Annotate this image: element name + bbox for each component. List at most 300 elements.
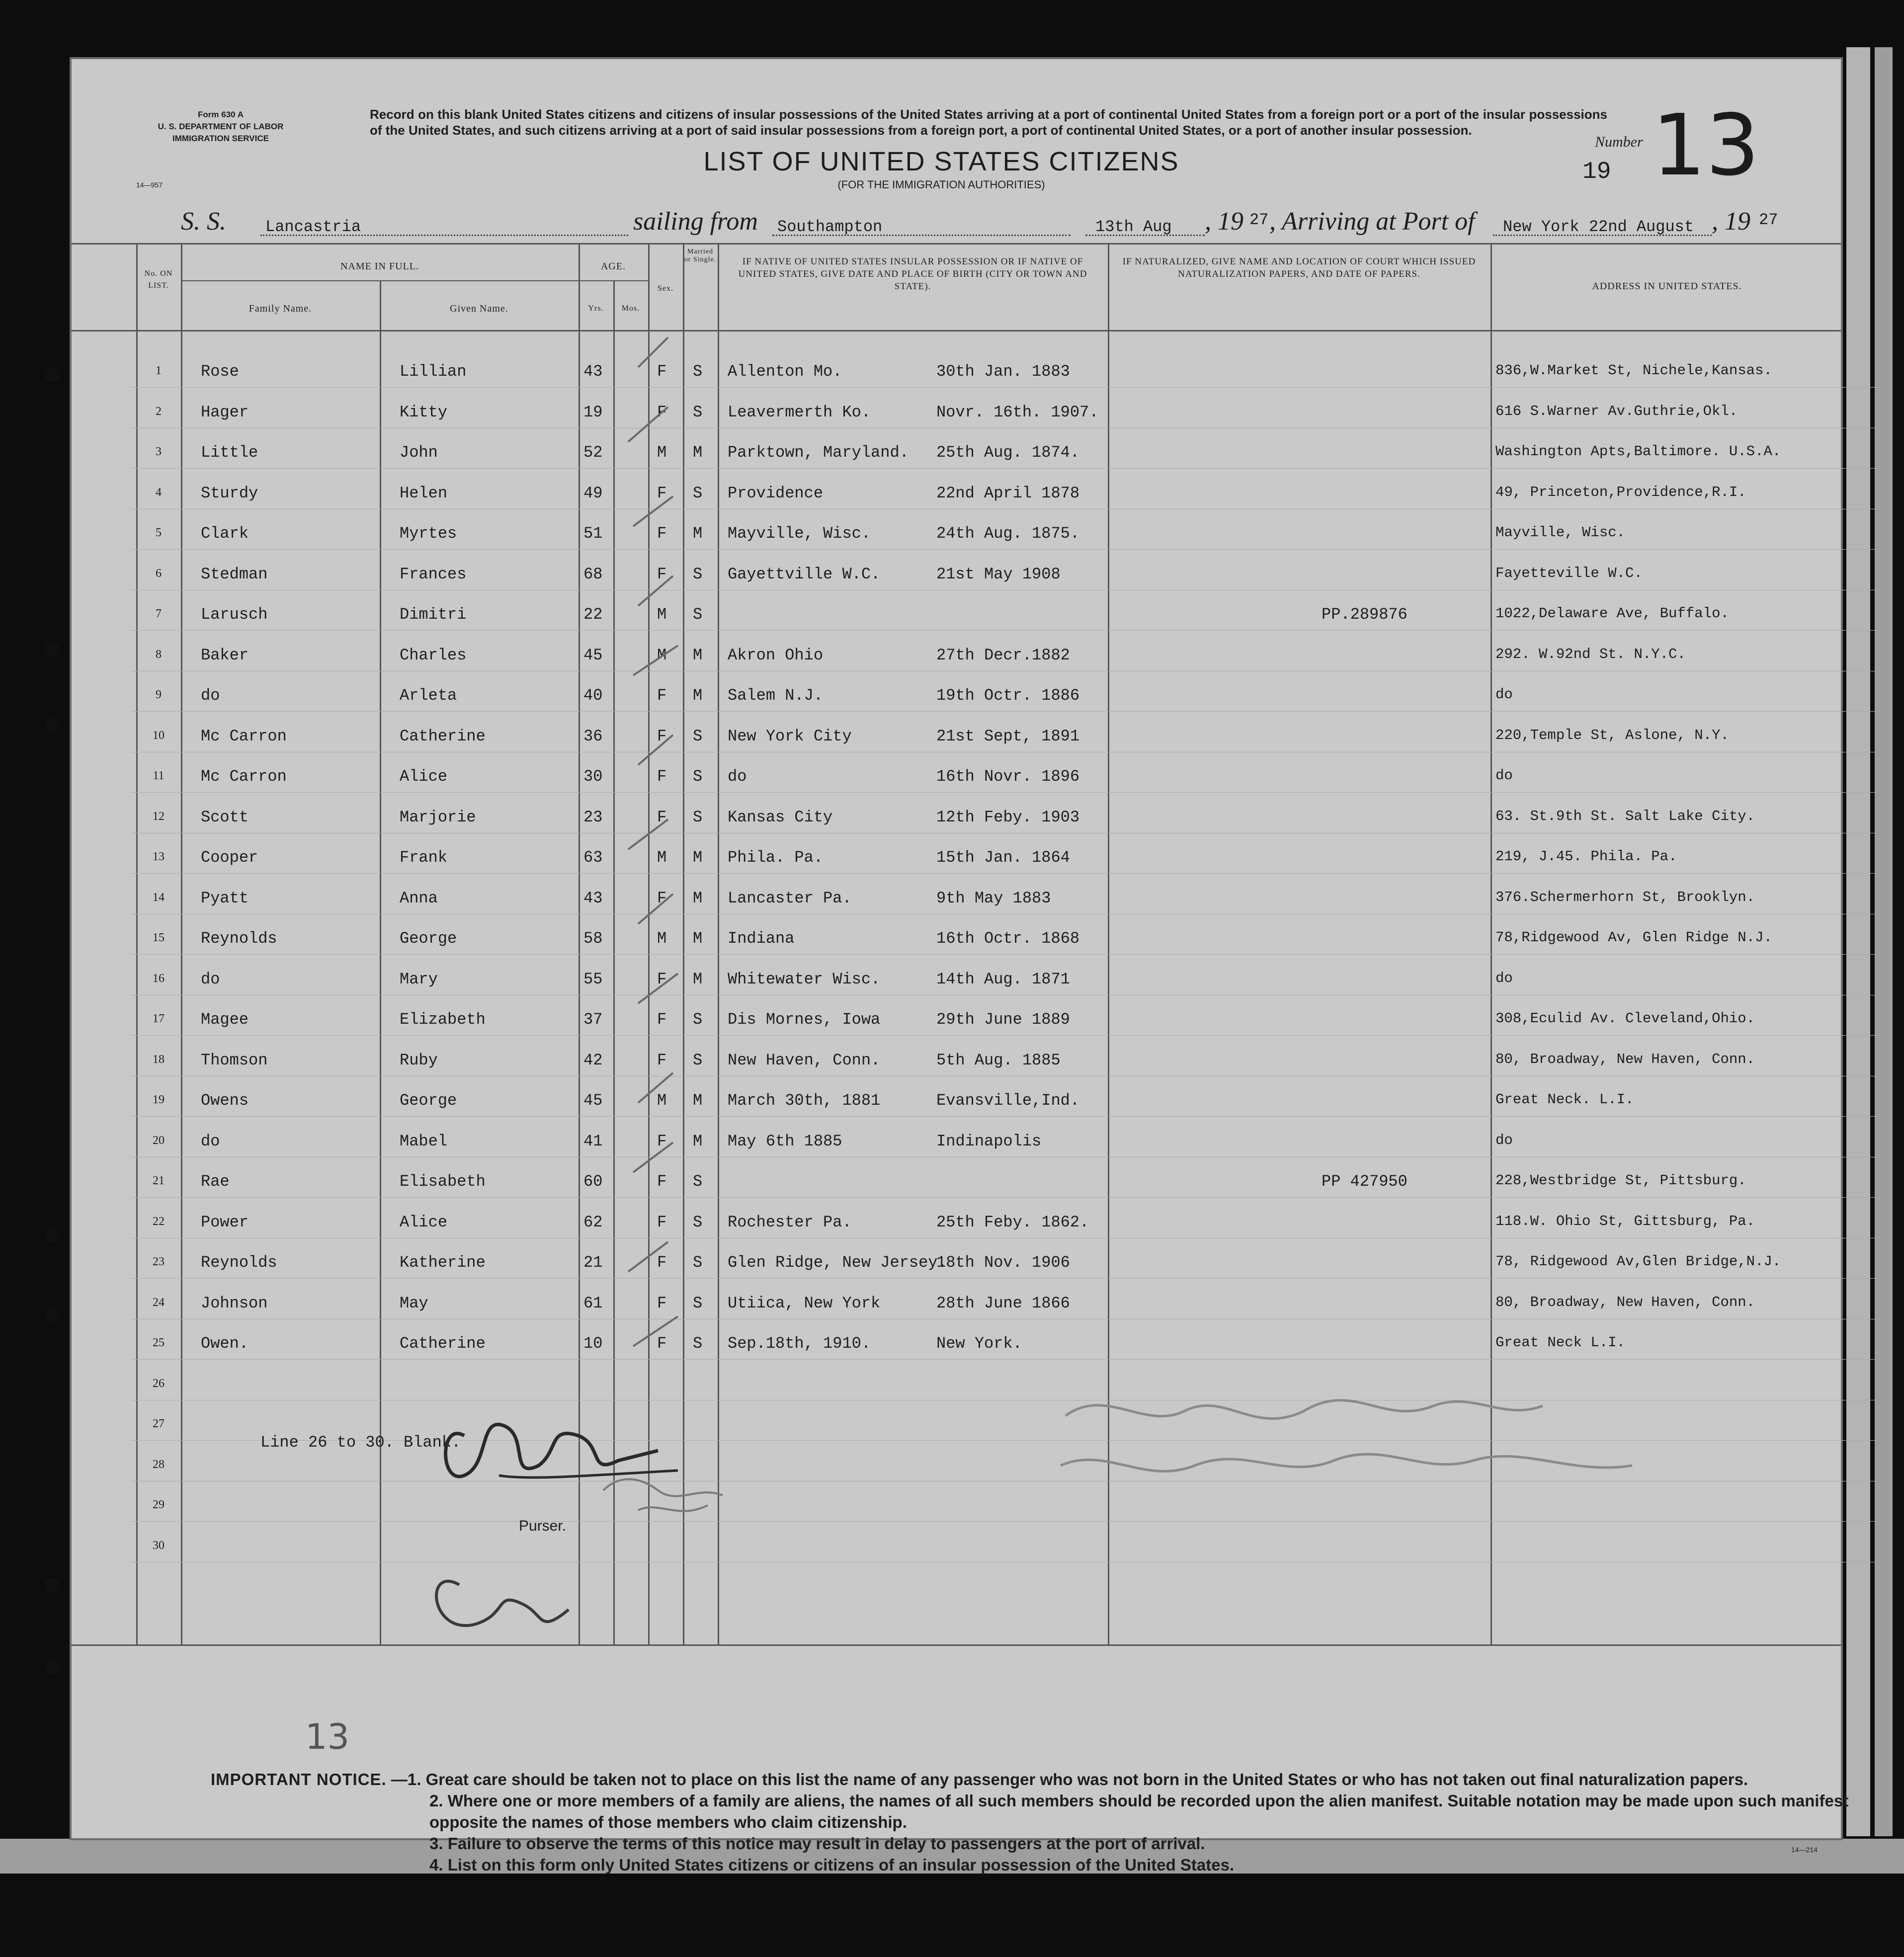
cell-addr: Mayville, Wisc. xyxy=(1495,524,1626,541)
form-number: Form 630 A xyxy=(198,110,244,119)
cell-ms: M xyxy=(693,889,703,907)
cell-sex: F xyxy=(657,727,667,745)
cell-family: Larusch xyxy=(201,605,268,624)
notice-code: 14—214 xyxy=(1791,1846,1818,1854)
header-family-name: Family Name. xyxy=(248,303,312,314)
cell-place: Utiica, New York xyxy=(728,1294,881,1312)
cell-family: Pyatt xyxy=(201,889,249,907)
cell-addr: 376.Schermerhorn St, Brooklyn. xyxy=(1495,889,1755,905)
cell-sex: M xyxy=(657,646,667,664)
cell-given: Lillian xyxy=(400,362,467,381)
cell-given: Charles xyxy=(400,646,467,664)
line-number: 4 xyxy=(156,486,162,499)
cell-family: Cooper xyxy=(201,848,258,867)
cell-given: Catherine xyxy=(400,727,486,745)
cell-family: Sturdy xyxy=(201,484,258,502)
cell-sex: M xyxy=(657,1091,667,1110)
cell-age: 36 xyxy=(583,727,603,745)
binder-hole xyxy=(45,1227,60,1242)
cell-given: George xyxy=(400,929,457,948)
cell-family: do xyxy=(201,970,220,988)
cell-place: Providence xyxy=(728,484,824,502)
cell-sex: M xyxy=(657,929,667,948)
header-mos: Mos. xyxy=(621,304,640,313)
cell-sex: F xyxy=(657,1253,667,1272)
header-sex: Sex. xyxy=(658,284,673,293)
ship-name: Lancastria xyxy=(265,218,361,236)
cell-date: 15th Jan. 1864 xyxy=(936,848,1070,867)
cell-age: 60 xyxy=(583,1172,603,1191)
cell-ms: M xyxy=(693,646,703,664)
cell-age: 43 xyxy=(583,362,603,381)
line-number-empty: 30 xyxy=(153,1539,165,1552)
cell-sex: F xyxy=(657,1294,667,1312)
cell-age: 68 xyxy=(583,565,603,583)
cell-ms: S xyxy=(693,1051,703,1069)
cell-ms: S xyxy=(693,1172,703,1191)
cell-place: Glen Ridge, New Jersey. xyxy=(728,1253,947,1272)
cell-place: March 30th, 1881 xyxy=(728,1091,881,1110)
line-number: 6 xyxy=(156,567,162,580)
cell-family: do xyxy=(201,686,220,705)
line-number: 17 xyxy=(153,1012,165,1025)
cell-ms: S xyxy=(693,403,703,421)
cell-place: Lancaster Pa. xyxy=(728,889,852,907)
cell-family: Rae xyxy=(201,1172,230,1191)
cell-given: Catherine xyxy=(400,1334,486,1353)
table-bottom-rule xyxy=(72,1644,1841,1646)
line-number-empty: 29 xyxy=(153,1498,165,1511)
cell-age: 23 xyxy=(583,808,603,826)
cell-given: Alice xyxy=(400,1213,448,1231)
cell-addr: 228,Westbridge St, Pittsburg. xyxy=(1495,1172,1746,1189)
cell-place: Dis Mornes, Iowa xyxy=(728,1010,881,1029)
cell-given: Mabel xyxy=(400,1132,448,1150)
cell-date: 16th Novr. 1896 xyxy=(936,767,1080,786)
line-number: 11 xyxy=(153,769,165,782)
cell-given: Frances xyxy=(400,565,467,583)
cell-given: Mary xyxy=(400,970,438,988)
row-rule xyxy=(131,387,1876,388)
cell-given: Kitty xyxy=(400,403,448,421)
header-yrs: Yrs. xyxy=(588,304,604,313)
year-prefix: 19 xyxy=(1582,159,1611,185)
arriving-label: , Arriving at Port of xyxy=(1269,207,1475,236)
cell-addr: Great Neck L.I. xyxy=(1495,1334,1626,1351)
cell-ms: M xyxy=(693,970,703,988)
row-rule xyxy=(131,711,1876,712)
cell-given: George xyxy=(400,1091,457,1110)
cell-place: New Haven, Conn. xyxy=(728,1051,881,1069)
cell-date: 24th Aug. 1875. xyxy=(936,524,1080,543)
cell-given: Helen xyxy=(400,484,448,502)
notice-item-4: 4. List on this form only United States citizens or citizens of an insular possession of the United States. xyxy=(429,1856,1235,1874)
line-number: 24 xyxy=(153,1296,165,1309)
cell-nat: PP 427950 xyxy=(1322,1172,1407,1191)
cell-age: 45 xyxy=(583,1091,603,1110)
ship-dotline xyxy=(260,235,628,236)
line-number: 21 xyxy=(153,1174,165,1187)
cell-ms: S xyxy=(693,1010,703,1029)
cell-date: 27th Decr.1882 xyxy=(936,646,1070,664)
row-rule xyxy=(131,954,1876,955)
line-number: 14 xyxy=(153,891,165,904)
cell-addr: do xyxy=(1495,686,1513,703)
cell-place: Gayettville W.C. xyxy=(728,565,881,583)
arrival-dotline xyxy=(1493,235,1712,236)
cell-ms: S xyxy=(693,1213,703,1231)
scan-border-top xyxy=(0,0,1904,52)
cell-addr: Great Neck. L.I. xyxy=(1495,1091,1634,1108)
cell-ms: M xyxy=(693,848,703,867)
cell-family: Hager xyxy=(201,403,249,421)
cell-age: 63 xyxy=(583,848,603,867)
cell-ms: M xyxy=(693,929,703,948)
cell-age: 21 xyxy=(583,1253,603,1272)
paper-edge-strip-outer xyxy=(1875,47,1893,1836)
binder-hole xyxy=(45,1660,60,1675)
cell-place: Indiana xyxy=(728,929,795,948)
cell-sex: F xyxy=(657,686,667,705)
cell-ms: M xyxy=(693,686,703,705)
cell-date: 12th Feby. 1903 xyxy=(936,808,1080,826)
cell-family: Mc Carron xyxy=(201,767,287,786)
notice-item-2: 2. Where one or more members of a family are aliens, the names of all such members should be recorded upon the alien manifest. Suitable notation may be made upon such manifest opposite the names of those members who claim citizenship. xyxy=(429,1792,1849,1831)
cell-place: Rochester Pa. xyxy=(728,1213,852,1231)
cell-place: Mayville, Wisc. xyxy=(728,524,871,543)
form-title: LIST OF UNITED STATES CITIZENS xyxy=(703,147,1179,176)
cell-age: 62 xyxy=(583,1213,603,1231)
cell-date: 21st Sept, 1891 xyxy=(936,727,1080,745)
arrival-year: 27 xyxy=(1759,211,1778,229)
line-number-empty: 26 xyxy=(153,1377,165,1390)
cell-family: Owen. xyxy=(201,1334,249,1353)
voyage-line xyxy=(181,203,1821,238)
arrival-year-prefix: , 19 xyxy=(1712,207,1750,236)
notice-item-3: 3. Failure to observe the terms of this notice may result in delay to passengers at the port of arrival. xyxy=(429,1834,1205,1853)
row-rule xyxy=(131,1278,1876,1279)
cell-date: New York. xyxy=(936,1334,1022,1353)
cell-family: Power xyxy=(201,1213,249,1231)
row-rule xyxy=(131,792,1876,793)
line-number: 18 xyxy=(153,1053,165,1066)
row-rule xyxy=(131,1197,1876,1198)
cell-ms: S xyxy=(693,565,703,583)
inspector-signature xyxy=(1046,1366,1741,1515)
cell-addr: 220,Temple St, Aslone, N.Y. xyxy=(1495,727,1729,743)
cell-age: 42 xyxy=(583,1051,603,1069)
cell-addr: 80, Broadway, New Haven, Conn. xyxy=(1495,1051,1755,1067)
cell-sex: F xyxy=(657,1051,667,1069)
cell-family: Stedman xyxy=(201,565,268,583)
cell-ms: M xyxy=(693,1132,703,1150)
cell-family: Magee xyxy=(201,1010,249,1029)
cell-place: Sep.18th, 1910. xyxy=(728,1334,871,1353)
cell-family: Thomson xyxy=(201,1051,268,1069)
sail-date: 13th Aug xyxy=(1095,218,1172,236)
cell-given: Elisabeth xyxy=(400,1172,486,1191)
row-rule xyxy=(131,1359,1876,1360)
cell-nat: PP.289876 xyxy=(1322,605,1407,624)
cell-addr: 836,W.Market St, Nichele,Kansas. xyxy=(1495,362,1772,379)
header-no: No. ON LIST. xyxy=(144,269,173,290)
cell-given: Ruby xyxy=(400,1051,438,1069)
cell-place: Leavermerth Ko. xyxy=(728,403,871,421)
line-number-empty: 28 xyxy=(153,1458,165,1471)
header-birth: IF NATIVE OF UNITED STATES INSULAR POSSESSION OR IF NATIVE OF UNITED STATES, GIVE DATE AND PLACE OF BIRTH (CITY OR TOWN AND STATE). xyxy=(738,256,1087,292)
cell-age: 22 xyxy=(583,605,603,624)
form-subtitle: (FOR THE IMMIGRATION AUTHORITIES) xyxy=(837,178,1045,191)
header-address: ADDRESS IN UNITED STATES. xyxy=(1592,281,1742,292)
line-number: 10 xyxy=(153,729,165,742)
line-number: 7 xyxy=(156,607,162,620)
cell-age: 30 xyxy=(583,767,603,786)
cell-age: 61 xyxy=(583,1294,603,1312)
cell-date: 9th May 1883 xyxy=(936,889,1051,907)
cell-age: 40 xyxy=(583,686,603,705)
cell-family: Baker xyxy=(201,646,249,664)
cell-place: May 6th 1885 xyxy=(728,1132,842,1150)
cell-family: Scott xyxy=(201,808,249,826)
line-number: 1 xyxy=(156,364,162,377)
cell-addr: do xyxy=(1495,1132,1513,1148)
cell-ms: S xyxy=(693,808,703,826)
cell-sex: F xyxy=(657,524,667,543)
line-number: 5 xyxy=(156,526,162,539)
cell-sex: F xyxy=(657,1172,667,1191)
cell-age: 10 xyxy=(583,1334,603,1353)
cell-date: Evansville,Ind. xyxy=(936,1091,1080,1110)
cell-place: New York City xyxy=(728,727,852,745)
cell-place: Salem N.J. xyxy=(728,686,824,705)
cell-ms: M xyxy=(693,1091,703,1110)
line-number: 23 xyxy=(153,1255,165,1268)
line-number: 15 xyxy=(153,931,165,944)
header-name-in-full: NAME IN FULL. xyxy=(340,261,419,272)
cell-family: Owens xyxy=(201,1091,249,1110)
cell-family: Rose xyxy=(201,362,239,381)
notice-lead: IMPORTANT NOTICE. xyxy=(211,1770,387,1789)
sailing-from-label: sailing from xyxy=(633,207,758,236)
sail-year-prefix: , 19 xyxy=(1205,207,1243,236)
cell-date: Indinapolis xyxy=(936,1132,1042,1150)
cell-place: Allenton Mo. xyxy=(728,362,842,381)
cell-sex: F xyxy=(657,403,667,421)
cell-addr: 308,Eculid Av. Cleveland,Ohio. xyxy=(1495,1010,1755,1027)
header-sub-rule xyxy=(181,280,648,281)
cell-family: Little xyxy=(201,443,258,462)
cell-given: Alice xyxy=(400,767,448,786)
cell-given: Dimitri xyxy=(400,605,467,624)
ss-label: S. S. xyxy=(181,207,226,236)
department-name: U. S. DEPARTMENT OF LABOR xyxy=(158,122,284,131)
sail-year: 27 xyxy=(1249,211,1269,229)
binder-hole xyxy=(45,718,60,733)
cell-sex: F xyxy=(657,889,667,907)
cell-sex: F xyxy=(657,362,667,381)
cell-addr: 118.W. Ohio St, Gittsburg, Pa. xyxy=(1495,1213,1755,1229)
cell-age: 52 xyxy=(583,443,603,462)
cell-ms: S xyxy=(693,1294,703,1312)
line-number: 25 xyxy=(153,1336,165,1349)
paper-edge-strip xyxy=(1846,47,1870,1836)
cell-family: Reynolds xyxy=(201,1253,277,1272)
line-number: 8 xyxy=(156,648,162,661)
binder-hole xyxy=(45,1578,60,1593)
cell-age: 41 xyxy=(583,1132,603,1150)
cell-date: 25th Feby. 1862. xyxy=(936,1213,1089,1231)
cell-sex: F xyxy=(657,808,667,826)
cell-family: Mc Carron xyxy=(201,727,287,745)
service-name: IMMIGRATION SERVICE xyxy=(172,134,269,143)
cell-date: 18th Nov. 1906 xyxy=(936,1253,1070,1272)
line-number: 19 xyxy=(153,1093,165,1106)
cell-sex: F xyxy=(657,565,667,583)
cell-ms: M xyxy=(693,443,703,462)
cell-addr: do xyxy=(1495,767,1513,784)
cell-addr: 78,Ridgewood Av, Glen Ridge N.J. xyxy=(1495,929,1772,946)
cell-date: 21st May 1908 xyxy=(936,565,1061,583)
line-number: 3 xyxy=(156,445,162,458)
binder-hole xyxy=(45,368,60,383)
cell-addr: 616 S.Warner Av.Guthrie,Okl. xyxy=(1495,403,1738,419)
cell-given: Frank xyxy=(400,848,448,867)
cell-addr: do xyxy=(1495,970,1513,986)
cell-family: do xyxy=(201,1132,220,1150)
line-number-empty: 27 xyxy=(153,1417,165,1430)
cell-ms: S xyxy=(693,767,703,786)
manifest-sheet xyxy=(70,57,1849,1874)
blank-lines-note: Line 26 to 30. Blank. xyxy=(260,1433,461,1452)
binder-hole xyxy=(45,641,60,656)
cell-place: Phila. Pa. xyxy=(728,848,824,867)
cell-ms: S xyxy=(693,1253,703,1272)
row-rule xyxy=(131,468,1876,469)
cell-date: 30th Jan. 1883 xyxy=(936,362,1070,381)
form-instructions: Record on this blank United States citizens and citizens of insular possessions of the United States arriving at a port of continental United States from a foreign port or a port of the insular possessions of the United States, and such citizens arriving at a port of said insular possessions from a foreign port, a port of continental United States, or a port of another insular possession. xyxy=(370,107,1607,138)
cell-age: 45 xyxy=(583,646,603,664)
notice-item-1: —1. Great care should be taken not to place on this list the name of any passenger who was not born in the United States or who has not taken out final naturalization papers. xyxy=(391,1770,1748,1789)
cell-date: Novr. 16th. 1907. xyxy=(936,403,1099,421)
page-mark: 13 xyxy=(305,1716,350,1757)
cell-given: Anna xyxy=(400,889,438,907)
cell-date: 14th Aug. 1871 xyxy=(936,970,1070,988)
table-top-rule xyxy=(72,243,1841,245)
cell-date: 22nd April 1878 xyxy=(936,484,1080,502)
cell-sex: F xyxy=(657,484,667,502)
cell-age: 51 xyxy=(583,524,603,543)
line-number: 16 xyxy=(153,972,165,985)
check-marks xyxy=(608,327,738,1421)
cell-ms: S xyxy=(693,727,703,745)
cell-given: May xyxy=(400,1294,428,1312)
binder-hole xyxy=(45,1307,60,1322)
cell-sex: F xyxy=(657,1132,667,1150)
cell-family: Clark xyxy=(201,524,249,543)
col-rule xyxy=(181,243,182,1644)
cell-given: Elizabeth xyxy=(400,1010,486,1029)
cell-given: Marjorie xyxy=(400,808,476,826)
cell-family: Reynolds xyxy=(201,929,277,948)
cell-place: Kansas City xyxy=(728,808,833,826)
cell-age: 37 xyxy=(583,1010,603,1029)
cell-sex: F xyxy=(657,970,667,988)
line-number: 12 xyxy=(153,810,165,823)
cell-addr: 49, Princeton,Providence,R.I. xyxy=(1495,484,1746,500)
cell-ms: S xyxy=(693,1334,703,1353)
cell-sex: M xyxy=(657,848,667,867)
cell-sex: F xyxy=(657,1010,667,1029)
line-number: 22 xyxy=(153,1215,165,1228)
cell-family: Johnson xyxy=(201,1294,268,1312)
col-rule xyxy=(136,243,138,1644)
cell-age: 19 xyxy=(583,403,603,421)
row-rule xyxy=(131,549,1876,550)
cell-ms: M xyxy=(693,524,703,543)
cell-date: 28th June 1866 xyxy=(936,1294,1070,1312)
header-naturalized: IF NATURALIZED, GIVE NAME AND LOCATION OF COURT WHICH ISSUED NATURALIZATION PAPERS, AND DATE OF PAPERS. xyxy=(1122,256,1476,279)
port-dotline xyxy=(772,235,1071,236)
cell-ms: S xyxy=(693,484,703,502)
cell-place: Akron Ohio xyxy=(728,646,824,664)
cell-date: 29th June 1889 xyxy=(936,1010,1070,1029)
form-identifier xyxy=(131,109,310,145)
row-rule xyxy=(131,873,1876,874)
cell-place: do xyxy=(728,767,747,786)
line-number: 13 xyxy=(153,850,165,863)
header-bottom-rule xyxy=(72,330,1841,331)
cell-sex: F xyxy=(657,1213,667,1231)
cell-sex: M xyxy=(657,605,667,624)
line-number: 9 xyxy=(156,688,162,701)
cell-date: 25th Aug. 1874. xyxy=(936,443,1080,462)
port-from: Southampton xyxy=(777,218,883,236)
cell-date: 16th Octr. 1868 xyxy=(936,929,1080,948)
important-notice xyxy=(211,1769,1851,1875)
cell-sex: F xyxy=(657,767,667,786)
row-rule xyxy=(131,1116,1876,1117)
cell-given: Arleta xyxy=(400,686,457,705)
cell-age: 49 xyxy=(583,484,603,502)
cell-place: Parktown, Maryland. xyxy=(728,443,909,462)
cell-ms: S xyxy=(693,362,703,381)
line-number: 20 xyxy=(153,1134,165,1147)
cell-addr: 80, Broadway, New Haven, Conn. xyxy=(1495,1294,1755,1310)
header-married-single: Married or Single. xyxy=(684,248,717,263)
list-number: 13 xyxy=(1652,96,1760,195)
cell-age: 55 xyxy=(583,970,603,988)
port-arrival: New York 22nd August xyxy=(1503,218,1694,236)
cell-given: Myrtes xyxy=(400,524,457,543)
number-label: Number xyxy=(1595,134,1643,150)
date-dotline xyxy=(1085,235,1205,236)
cell-addr: 292. W.92nd St. N.Y.C. xyxy=(1495,646,1686,662)
cell-addr: Fayetteville W.C. xyxy=(1495,565,1643,581)
cell-addr: 63. St.9th St. Salt Lake City. xyxy=(1495,808,1755,824)
purser-signature xyxy=(380,1376,827,1674)
cell-sex: M xyxy=(657,443,667,462)
line-number: 2 xyxy=(156,405,162,418)
row-rule xyxy=(131,1035,1876,1036)
cell-age: 43 xyxy=(583,889,603,907)
cell-addr: Washington Apts,Baltimore. U.S.A. xyxy=(1495,443,1781,460)
cell-place: Whitewater Wisc. xyxy=(728,970,881,988)
cell-given: Katherine xyxy=(400,1253,486,1272)
cell-date: 5th Aug. 1885 xyxy=(936,1051,1061,1069)
cell-addr: 78, Ridgewood Av,Glen Bridge,N.J. xyxy=(1495,1253,1781,1270)
cell-sex: F xyxy=(657,1334,667,1353)
purser-label: Purser. xyxy=(519,1518,567,1534)
